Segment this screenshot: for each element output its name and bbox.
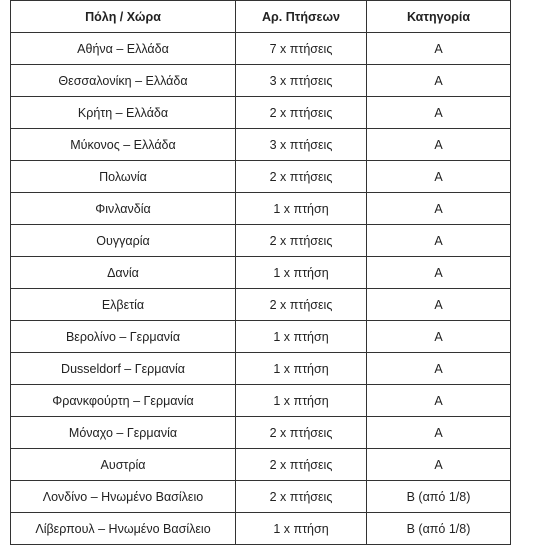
cell-city-country: Ουγγαρία [11,225,236,257]
cell-flight-count: 1 x πτήση [236,193,367,225]
table-row [11,513,511,545]
table-row [11,417,511,449]
table-row [11,65,511,97]
table-row [11,97,511,129]
cell-flight-count: 2 x πτήσεις [236,161,367,193]
cell-category: Α [367,33,511,65]
flights-table [10,0,511,545]
table-row [11,129,511,161]
cell-flight-count: 2 x πτήσεις [236,449,367,481]
table-row [11,449,511,481]
cell-flight-count: 1 x πτήση [236,321,367,353]
cell-flight-count: 3 x πτήσεις [236,65,367,97]
cell-city-country: Κρήτη – Ελλάδα [11,97,236,129]
cell-category: Α [367,225,511,257]
table-row [11,353,511,385]
cell-city-country: Λίβερπουλ – Ηνωμένο Βασίλειο [11,513,236,545]
table-row [11,321,511,353]
cell-flight-count: 3 x πτήσεις [236,129,367,161]
cell-category: Β (από 1/8) [367,513,511,545]
cell-category: Α [367,257,511,289]
cell-flight-count: 2 x πτήσεις [236,97,367,129]
table-row [11,289,511,321]
cell-category: Α [367,449,511,481]
header-category: Κατηγορία [367,1,511,33]
table-row [11,33,511,65]
cell-city-country: Ελβετία [11,289,236,321]
cell-city-country: Φινλανδία [11,193,236,225]
cell-city-country: Dusseldorf – Γερμανία [11,353,236,385]
cell-flight-count: 7 x πτήσεις [236,33,367,65]
cell-category: Α [367,65,511,97]
cell-category: Α [367,353,511,385]
cell-flight-count: 2 x πτήσεις [236,417,367,449]
table-row [11,193,511,225]
cell-city-country: Αθήνα – Ελλάδα [11,33,236,65]
cell-city-country: Μόναχο – Γερμανία [11,417,236,449]
cell-flight-count: 2 x πτήσεις [236,225,367,257]
cell-category: Α [367,161,511,193]
flights-table-container [10,0,510,545]
cell-category: Α [367,289,511,321]
cell-flight-count: 2 x πτήσεις [236,481,367,513]
table-header-row [11,1,511,33]
table-row [11,257,511,289]
cell-city-country: Θεσσαλονίκη – Ελλάδα [11,65,236,97]
cell-flight-count: 2 x πτήσεις [236,289,367,321]
cell-flight-count: 1 x πτήση [236,353,367,385]
cell-city-country: Λονδίνο – Ηνωμένο Βασίλειο [11,481,236,513]
cell-category: Α [367,321,511,353]
cell-category: Α [367,385,511,417]
header-city-country: Πόλη / Χώρα [11,1,236,33]
cell-city-country: Πολωνία [11,161,236,193]
cell-flight-count: 1 x πτήση [236,385,367,417]
table-row [11,225,511,257]
header-flight-count: Αρ. Πτήσεων [236,1,367,33]
cell-city-country: Αυστρία [11,449,236,481]
cell-category: Α [367,193,511,225]
cell-category: Α [367,129,511,161]
table-row [11,481,511,513]
cell-flight-count: 1 x πτήση [236,513,367,545]
cell-city-country: Φρανκφούρτη – Γερμανία [11,385,236,417]
cell-city-country: Βερολίνο – Γερμανία [11,321,236,353]
table-row [11,385,511,417]
cell-city-country: Δανία [11,257,236,289]
cell-category: Α [367,417,511,449]
cell-category: Α [367,97,511,129]
cell-city-country: Μύκονος – Ελλάδα [11,129,236,161]
cell-category: Β (από 1/8) [367,481,511,513]
table-row [11,161,511,193]
cell-flight-count: 1 x πτήση [236,257,367,289]
